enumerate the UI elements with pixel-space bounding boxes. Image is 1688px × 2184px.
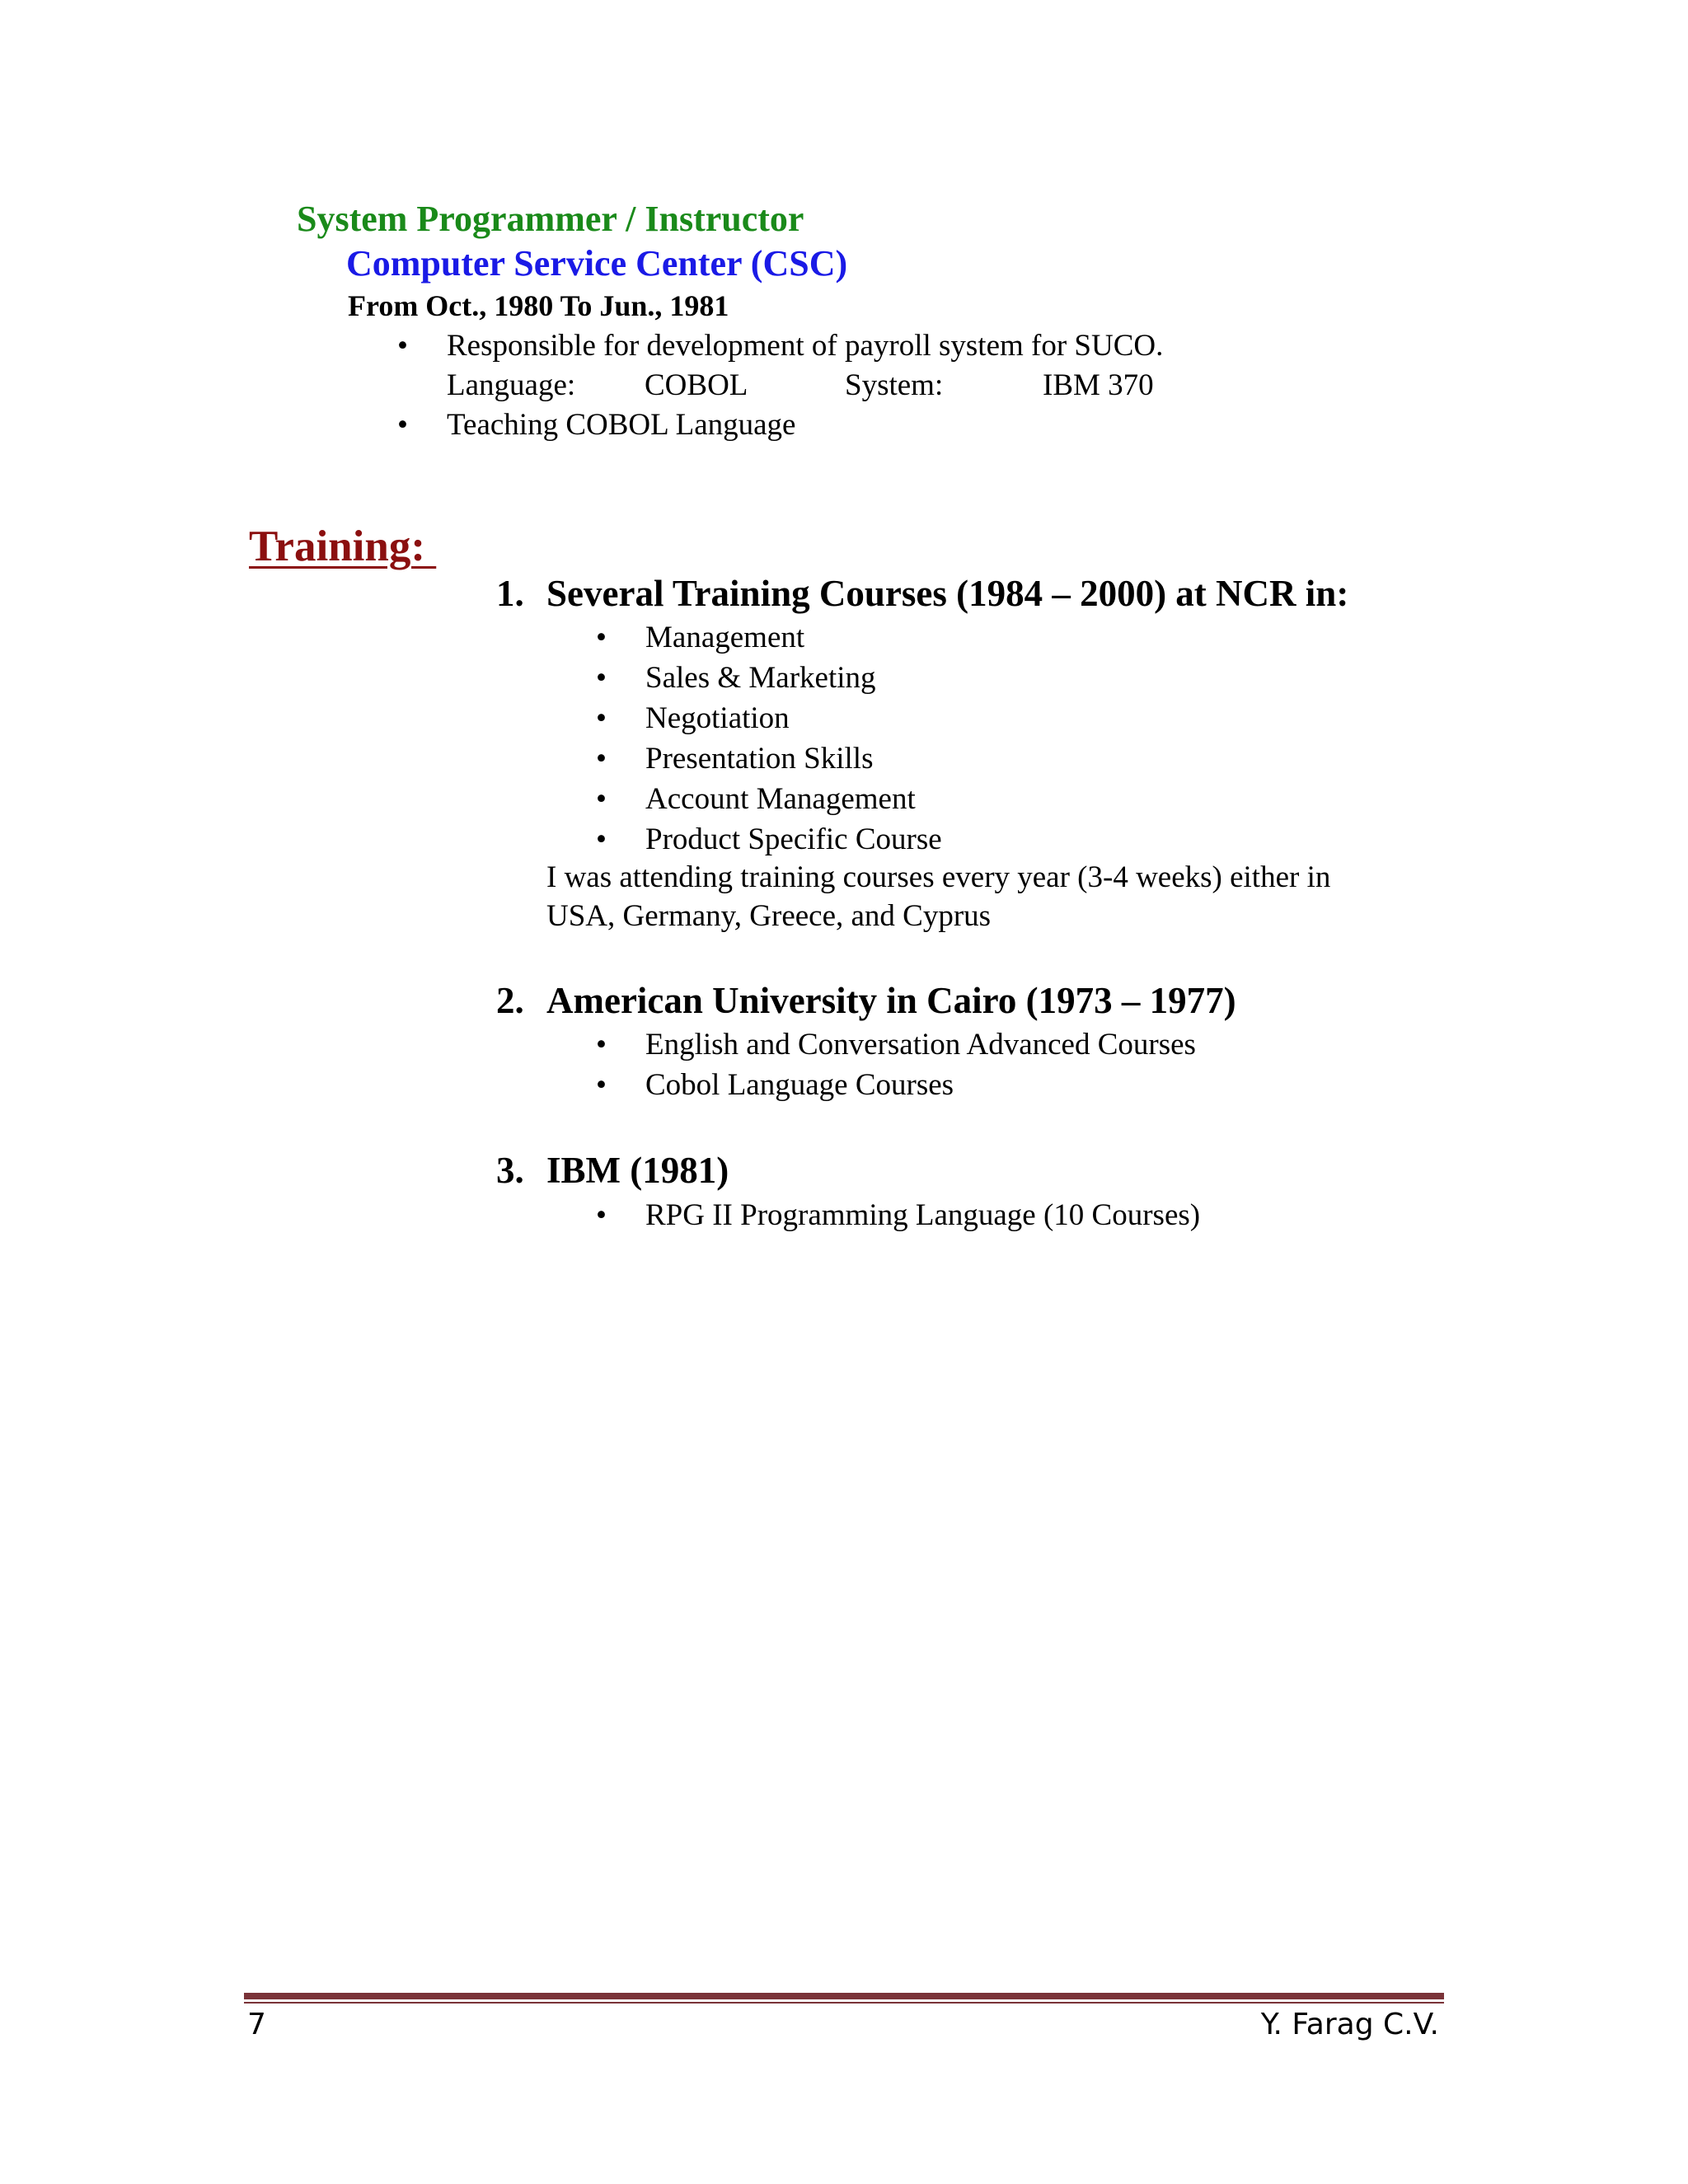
bullet-icon: • (596, 661, 607, 695)
bullet-icon: • (397, 329, 408, 363)
course-label: RPG II Programming Language (10 Courses) (645, 1198, 1201, 1232)
page-number: 7 (247, 2008, 266, 2041)
bullet-icon: • (596, 742, 607, 776)
training-heading: Training: (249, 523, 437, 570)
item-title-auc: American University in Cairo (1973 – 1977) (546, 980, 1236, 1021)
course-label: Negotiation (645, 701, 790, 735)
course-label: Presentation Skills (645, 742, 874, 776)
training-note-line-1: I was attending training courses every year (3-4 weeks) either in (546, 860, 1331, 894)
language-label: Language: (447, 368, 576, 402)
bullet-icon: • (596, 1068, 607, 1102)
footer-divider (244, 1993, 1444, 2004)
item-title-ibm: IBM (1981) (546, 1150, 729, 1191)
bullet-icon: • (596, 782, 607, 816)
item-title-ncr: Several Training Courses (1984 – 2000) at NCR in: (546, 573, 1349, 614)
job-title: System Programmer / Instructor (297, 199, 804, 239)
item-number-3: 3. (496, 1150, 524, 1191)
bullet-icon: • (596, 701, 607, 735)
course-label: Cobol Language Courses (645, 1068, 954, 1102)
employer-name: Computer Service Center (CSC) (346, 243, 848, 284)
item-number-2: 2. (496, 980, 524, 1021)
course-label: English and Conversation Advanced Courses (645, 1028, 1196, 1062)
footer-divider-thin (244, 2002, 1444, 2004)
course-label: Product Specific Course (645, 823, 942, 856)
course-label: Sales & Marketing (645, 661, 876, 695)
employment-period: From Oct., 1980 To Jun., 1981 (348, 289, 729, 322)
bullet-icon: • (596, 823, 607, 856)
training-note-line-2: USA, Germany, Greece, and Cyprus (546, 899, 992, 933)
bullet-icon: • (596, 1198, 607, 1232)
footer-divider-thick (244, 1993, 1444, 1999)
bullet-icon: • (397, 408, 408, 442)
job-bullet-text: Teaching COBOL Language (447, 408, 796, 442)
footer-author: Y. Farag C.V. (1260, 2008, 1439, 2041)
bullet-icon: • (596, 1028, 607, 1062)
system-value: IBM 370 (1043, 368, 1154, 402)
item-number-1: 1. (496, 573, 524, 614)
course-label: Management (645, 621, 805, 654)
job-bullet-text: Responsible for development of payroll system for SUCO. (447, 329, 1164, 363)
language-value: COBOL (645, 368, 748, 402)
bullet-icon: • (596, 621, 607, 654)
course-label: Account Management (645, 782, 916, 816)
system-label: System: (845, 368, 944, 402)
